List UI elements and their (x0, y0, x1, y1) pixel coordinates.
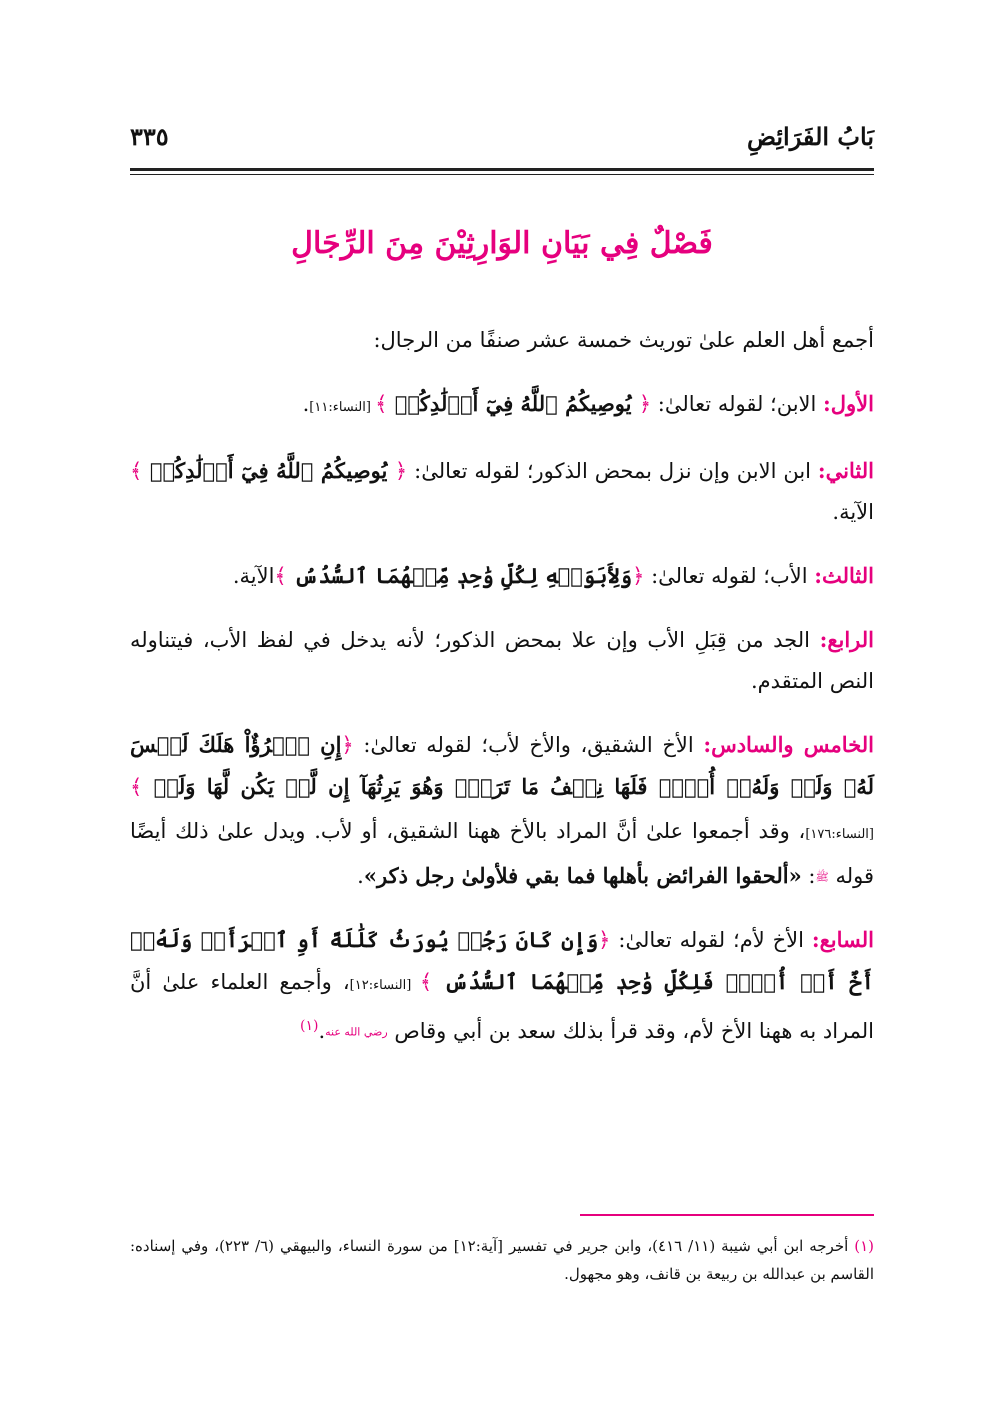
footnote-rule (580, 1214, 874, 1216)
label-second: الثاني: (817, 458, 874, 483)
text2-seventh: ، وأجمع العلماء علىٰ أنَّ المراد به ههنا الأخ لأم، وقد قرأ بذلك سعد بن أبي وقاص (130, 970, 874, 1043)
paragraph-fifth-sixth (130, 724, 874, 897)
label-fifth-sixth: الخامس والسادس: (703, 732, 874, 757)
paragraph-seventh (130, 919, 874, 1052)
text-first: الابن؛ لقوله تعالىٰ: (651, 392, 824, 416)
header-rule-thick (130, 168, 874, 171)
quran-bracket-close: ﴾ (375, 392, 388, 416)
quran-verse-first: يُوصِيكُمُ ٱللَّهُ فِيٓ أَوۡلَٰدِكُمۡ (387, 391, 639, 416)
footnote-marker: (١) (299, 1018, 319, 1034)
text-fourth: الجد من قِبَلِ الأب وإن علا بمحض الذكور؛ لأنه يدخل في لفظ الأب، فيتناوله النص المتقدم. (130, 628, 874, 693)
quran-verse-fifth-sixth: إِنِ ٱمۡرُؤٌاْ هَلَكَ لَيۡسَ لَهُۥ وَلَدٞ وَلَهُۥٓ أُخۡتٞ فَلَهَا نِصۡفُ مَا تَرَكَۚ وَهُوَ يَرِثُهَآ إِن لَّمۡ يَكُن لَّهَا وَلَدٞ (130, 732, 874, 799)
after-second: الآية. (832, 500, 874, 524)
chapter-title: بَابُ الفَرَائِضِ (746, 122, 874, 151)
after-third: الآية. (232, 564, 275, 588)
verse-reference-fifth-sixth: [النساء:١٧٦] (805, 827, 874, 842)
after-seventh: . (318, 1019, 326, 1043)
footnote (130, 1232, 874, 1288)
text-fifth-sixth: الأخ الشقيق، والأخ لأب؛ لقوله تعالىٰ: (353, 733, 704, 757)
text-second: ابن الابن وإن نزل بمحض الذكور؛ لقوله تعالىٰ: (407, 459, 818, 483)
verse-reference-first: [النساء:١١] (309, 400, 376, 415)
quran-bracket-open: ﴿ (598, 928, 611, 952)
label-first: الأول: (823, 391, 874, 416)
paragraph-first (130, 383, 874, 428)
label-seventh: السابع: (811, 927, 874, 952)
text3-fifth-sixth: : (801, 864, 816, 888)
after-first: . (302, 392, 310, 416)
quran-verse-seventh: وَإِن كَانَ رَجُلٞ يُورَثُ كَلَٰلَةً أَوِ ٱمۡرَأَةٞ وَلَهُۥٓ أَخٌ أَوۡ أُخۡتٞ فَلِكُلِّ وَٰحِدٖ مِّنۡهُمَا ٱلسُّدُسُ (130, 927, 874, 994)
quran-bracket-close: ﴾ (274, 564, 287, 588)
quran-bracket-close: ﴾ (130, 459, 143, 483)
footnote-text: أخرجه ابن أبي شيبة (١١/ ٤١٦)، وابن جرير في تفسير [آية:١٢] من سورة النساء، والبيهقي (٦/ ٢٢٣)، وفي إسناده: القاسم بن عبدالله بن ربيعة بن قانف، وهو مجهول. (130, 1237, 874, 1283)
honorific-prophet: ﷺ (815, 870, 829, 884)
paragraph-second (130, 450, 874, 533)
quran-bracket-open: ﴿ (632, 564, 645, 588)
hadith-quote: «ألحقوا الفرائض بأهلها فما بقي فلأولىٰ رجل ذكر» (363, 863, 802, 888)
footnote-number: (١) (854, 1237, 874, 1255)
paragraph-fourth (130, 619, 874, 702)
label-third: الثالث: (814, 563, 874, 588)
quran-bracket-open: ﴿ (341, 733, 354, 757)
verse-reference-seventh: [النساء:١٢] (349, 978, 420, 993)
quran-verse-third: وَلِأَبَوَيۡهِ لِكُلِّ وَٰحِدٖ مِّنۡهُمَا ٱلسُّدُسُ (286, 563, 633, 588)
page-number: ٣٣٥ (130, 122, 169, 151)
paragraph-third (130, 555, 874, 597)
text-third: الأب؛ لقوله تعالىٰ: (644, 564, 815, 588)
text2-fifth-sixth: ، وقد أجمعوا علىٰ أنَّ المراد بالأخ ههنا الشقيق، أو لأب. ويدل علىٰ ذلك أيضًا قوله (130, 819, 874, 888)
quran-bracket-open: ﴿ (394, 459, 408, 483)
quran-bracket-open: ﴿ (638, 392, 652, 416)
body-text (130, 320, 874, 1074)
quran-bracket-close: ﴾ (419, 970, 433, 994)
after-fifth-sixth: . (357, 864, 364, 888)
intro-text: أجمع أهل العلم علىٰ توريث خمسة عشر صنفًا من الرجال: (373, 328, 874, 352)
quran-bracket-close: ﴾ (130, 775, 143, 799)
intro-paragraph (130, 320, 874, 361)
section-title: فَصْلٌ فِي بَيَانِ الوَارِثِيْنَ مِنَ الرِّجَالِ (291, 226, 713, 261)
quran-verse-second: يُوصِيكُمُ ٱللَّهُ فِيٓ أَوۡلَٰدِكُمۡ (142, 458, 395, 483)
label-fourth: الرابع: (819, 627, 874, 652)
page-header (130, 122, 874, 162)
honorific-companion: رضي الله عنه (325, 1025, 388, 1039)
text-seventh: الأخ لأم؛ لقوله تعالىٰ: (610, 928, 812, 952)
header-rule-thin (130, 174, 874, 175)
